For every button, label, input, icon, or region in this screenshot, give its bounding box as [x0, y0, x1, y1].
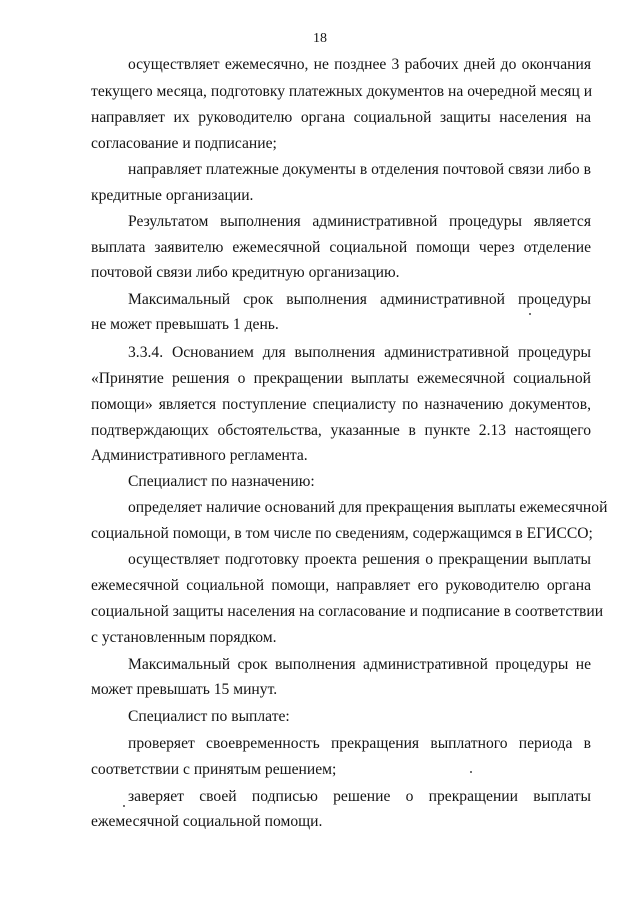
text-line: направляет платежные документы в отделения почтовой связи либо в	[128, 161, 591, 178]
text-line: осуществляет подготовку проекта решения о прекращении выплаты	[128, 551, 591, 568]
text-line: не может превышать 1 день.	[91, 316, 279, 333]
text-line: выплата заявителю ежемесячной социальной помощи через отделение	[91, 239, 591, 256]
page-number: 18	[313, 31, 327, 46]
text-line: проверяет своевременность прекращения выплатного периода в	[128, 735, 591, 752]
text-line: текущего месяца, подготовку платежных документов на очередной месяц и	[91, 83, 593, 100]
text-line: ежемесячной социальной помощи, направляет его руководителю органа	[91, 577, 591, 594]
scan-speck	[123, 805, 125, 807]
text-line: определяет наличие оснований для прекращения выплаты ежемесячной	[128, 499, 608, 516]
text-line: Результатом выполнения административной процедуры является	[128, 213, 591, 230]
text-line: Специалист по назначению:	[128, 473, 315, 490]
text-line: с установленным порядком.	[91, 629, 277, 646]
text-line: Максимальный срок выполнения административной процедуры не	[128, 656, 591, 673]
text-line: «Принятие решения о прекращении выплаты ежемесячной социальной	[91, 370, 591, 387]
text-line: заверяет своей подписью решение о прекращении выплаты	[128, 788, 591, 805]
text-line: Административного регламента.	[91, 447, 308, 464]
text-line: может превышать 15 минут.	[91, 681, 278, 698]
text-line: ежемесячной социальной помощи.	[91, 813, 323, 830]
text-line: 3.3.4. Основанием для выполнения административной процедуры	[128, 344, 591, 361]
text-line: согласование и подписание;	[91, 135, 277, 152]
text-line: Максимальный срок выполнения административной процедуры	[128, 291, 591, 308]
text-line: помощи» является поступление специалисту по назначению документов,	[91, 396, 591, 413]
text-line: почтовой связи либо кредитную организацию.	[91, 264, 400, 281]
text-line: осуществляет ежемесячно, не позднее 3 рабочих дней до окончания	[128, 56, 591, 73]
text-line: направляет их руководителю органа социальной защиты населения на	[91, 109, 591, 126]
text-line: Специалист по выплате:	[128, 708, 290, 725]
text-line: кредитные организации.	[91, 187, 254, 204]
text-line: социальной помощи, в том числе по сведениям, содержащимся в ЕГИССО;	[91, 525, 593, 542]
scan-speck	[470, 771, 472, 773]
text-line: социальной защиты населения на согласование и подписание в соответствии	[91, 603, 604, 620]
scan-speck	[529, 313, 531, 315]
text-line: соответствии с принятым решением;	[91, 761, 337, 778]
text-line: подтверждающих обстоятельства, указанные в пункте 2.13 настоящего	[91, 422, 591, 439]
